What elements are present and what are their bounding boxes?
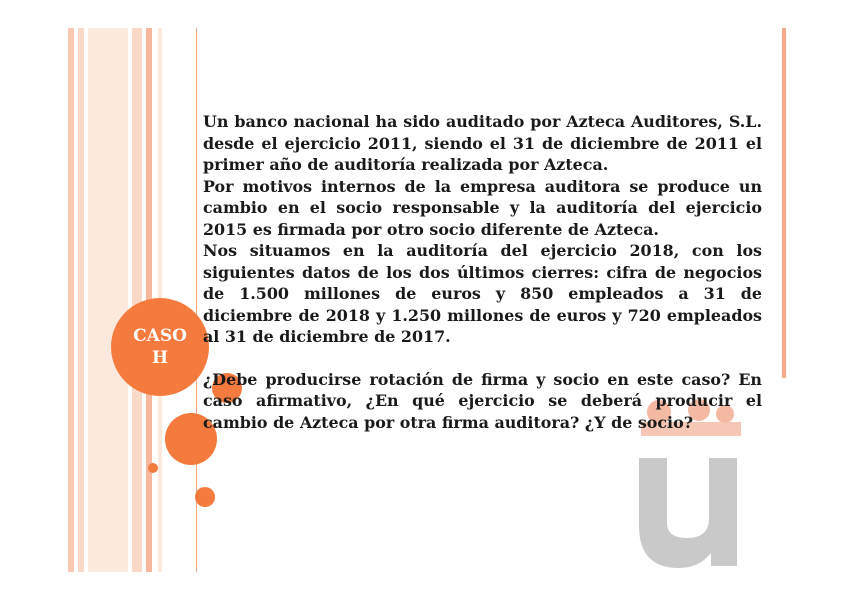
paragraph: Un banco nacional ha sido auditado por Azteca Auditores, S.L. desde el ejercicio 2011, siendo el 31 de diciembre de 2011 el primer año de auditoría realizada por Azteca.: [203, 112, 762, 174]
decorative-stripe: [78, 28, 84, 572]
paragraph: Nos situamos en la auditoría del ejercicio 2018, con los siguientes datos de los dos últimos cierres: cifra de negocios de 1.500 millones de euros y 850 empleados a 31 de diciembre de 2018 y 1.250 millones de euros y 720 empleados al 31 de diciembre de 2017.: [203, 241, 762, 346]
question-text: ¿Debe producirse rotación de firma y socio en este caso? En caso afirmativo, ¿En qué ejercicio se deberá producir el cambio de Azteca por otra firma auditora? ¿Y de socio?: [203, 369, 762, 432]
case-badge: [111, 298, 209, 396]
spacer: [203, 348, 762, 369]
decorative-stripe: [68, 28, 74, 572]
right-accent-line: [782, 28, 786, 378]
case-text: [203, 111, 762, 433]
decorative-circle: [195, 487, 215, 507]
decorative-stripe: [132, 28, 142, 572]
paragraph: Por motivos internos de la empresa auditora se produce un cambio en el socio responsable y la auditoría del ejercicio 2015 es firmada por otro socio diferente de Azteca.: [203, 176, 762, 239]
decorative-stripe: [88, 28, 128, 572]
case-badge-label: CASO: [133, 326, 187, 346]
case-badge-letter: H: [151, 348, 169, 368]
decorative-circle: [148, 463, 158, 473]
